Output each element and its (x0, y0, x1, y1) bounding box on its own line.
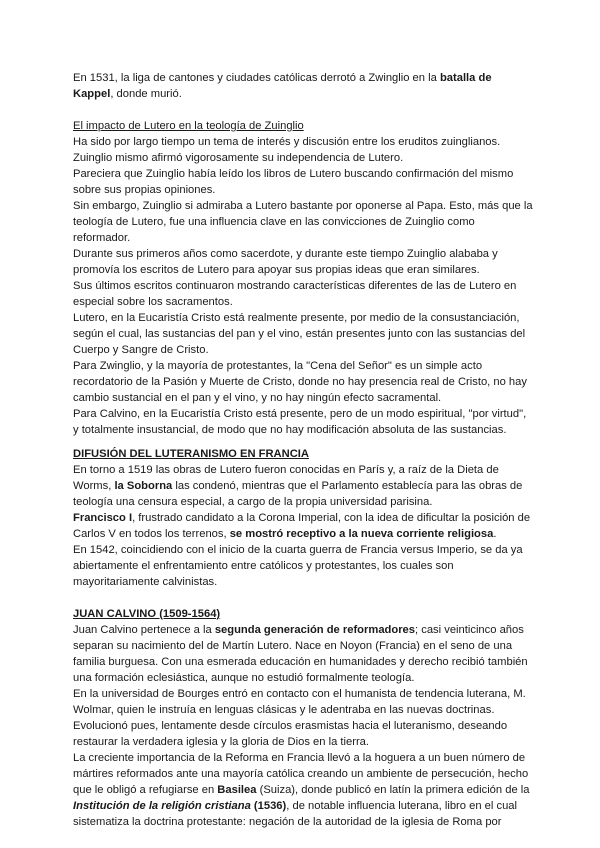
text-span: En torno a 1519 las obras de Lutero fueron conocidas en París y, a raíz de la Dieta de Worms, (73, 464, 499, 492)
paragraph-impact-8: Para Calvino, en la Eucaristía Cristo está presente, pero de un modo espiritual, "por virtud", y totalmente insustancial, de modo que no hay modificación absoluta de las sustancias. (73, 408, 527, 436)
bold-term-year-1536: (1536) (250, 800, 287, 812)
bold-term-kappel: batalla de Kappel (73, 72, 492, 100)
text-span: , frustrado candidato a la Corona Imperial, con la idea de dificultar la posición de Carlos V en todos los terrenos, (73, 512, 531, 540)
paragraph-calvino-2: En la universidad de Bourges entró en contacto con el humanista de tendencia luterana, M. Wolmar, quien le instruía en lenguas clásicas y le adentraba en las nuevas doctrinas. (73, 688, 526, 716)
document-page (73, 70, 533, 830)
paragraph-zwinglio-death (73, 70, 533, 102)
text-span: (Suiza), donde publicó en latín la primera edición de la (256, 784, 530, 796)
paragraph-calvino-1 (73, 622, 533, 686)
paragraph-impact-3: Sin embargo, Zuinglio si admiraba a Lutero bastante por oponerse al Papa. Esto, más que la teología de Lutero, fue una influencia clave en las convicciones de Zuinglio como reformador. (73, 200, 533, 244)
subheading-impact: El impacto de Lutero en la teología de Zuinglio (73, 120, 304, 132)
book-title-institucion: Institución de la religión cristiana (73, 800, 251, 812)
paragraph-calvino-4 (73, 750, 533, 830)
spacer (73, 438, 533, 446)
text-span: Juan Calvino pertenece a la (73, 624, 215, 636)
spacer (73, 102, 533, 118)
text-span: las condenó, mientras que el Parlamento establecía para las obras de teología una censura especial, a cargo de la propia universidad parisina. (73, 480, 523, 508)
paragraph-france-1 (73, 462, 533, 510)
bold-term-basilea: Basilea (217, 784, 257, 796)
paragraph-calvino-3: Evolucionó pues, lentamente desde círculos erasmistas hacia el luteranismo, deseando restaurar la verdadera iglesia y la gloria de Dios en la tierra. (73, 720, 508, 748)
paragraph-impact-7: Para Zwinglio, y la mayoría de protestantes, la "Cena del Señor" es un simple acto recordatorio de la Pasión y Muerte de Cristo, donde no hay presencia real de Cristo, no hay cambio sustancial en el pan y el vino, y no hay ningún efecto sacramental. (73, 360, 527, 404)
text-span: En 1531, la liga de cantones y ciudades católicas derrotó a Zwinglio en la (73, 72, 440, 84)
section-heading-calvino: JUAN CALVINO (1509-1564) (73, 608, 221, 620)
text-span: . (493, 528, 497, 540)
text-span: , de notable influencia luterana, libro en el cual sistematiza la doctrina protestante: negación de la autoridad de la iglesia de Roma por (73, 800, 517, 828)
text-span: La creciente importancia de la Reforma en Francia llevó a la hoguera a un buen número de mártires reformados ante una mayoría católica creando un ambiente de persecución, hecho que le obligó a refugiarse en (73, 752, 529, 796)
paragraph-impact-4: Durante sus primeros años como sacerdote, y durante este tiempo Zuinglio alababa y promovía los escritos de Lutero para apoyar sus propias ideas que eran similares. (73, 248, 498, 276)
paragraph-impact-6: Lutero, en la Eucaristía Cristo está realmente presente, por medio de la consustanciación, según el cual, las sustancias del pan y el vino, están presentes junto con las sustancias del Cuerpo y Sangre de Cristo. (73, 312, 526, 356)
paragraph-impact-1: Ha sido por largo tiempo un tema de interés y discusión entre los eruditos zuinglianos. Zuinglio mismo afirmó vigorosamente su independencia de Lutero. (73, 136, 501, 164)
text-span: ; casi veinticinco años separan su nacimiento del de Martín Lutero. Nace en Noyon (Francia) en el seno de una familia burguesa. Con una esmerada educación en humanidades y derecho recibió también una formación eclesiástica, aunque no estudió formalmente teología. (73, 624, 528, 684)
paragraph-impact-2: Pareciera que Zuinglio había leído los libros de Lutero buscando confirmación del mismo sobre sus propias opiniones. (73, 168, 514, 196)
paragraph-france-2 (73, 510, 533, 542)
bold-term-francisco: Francisco I (73, 512, 133, 524)
paragraph-impact-5: Sus últimos escritos continuaron mostrando características diferentes de las de Lutero en especial sobre los sacramentos. (73, 280, 517, 308)
text-span: , donde murió. (110, 88, 182, 100)
spacer (73, 590, 533, 606)
paragraph-france-3: En 1542, coincidiendo con el inicio de la cuarta guerra de Francia versus Imperio, se da ya abiertamente el enfrentamiento entre católicos y protestantes, los cuales son mayoritariamente calvinistas. (73, 544, 523, 588)
bold-term-soborna: la Soborna (114, 480, 173, 492)
bold-term-receptivo: se mostró receptivo a la nueva corriente religiosa (229, 528, 494, 540)
section-heading-france: DIFUSIÓN DEL LUTERANISMO EN FRANCIA (73, 448, 309, 460)
bold-term-segunda-generacion: segunda generación de reformadores (214, 624, 416, 636)
